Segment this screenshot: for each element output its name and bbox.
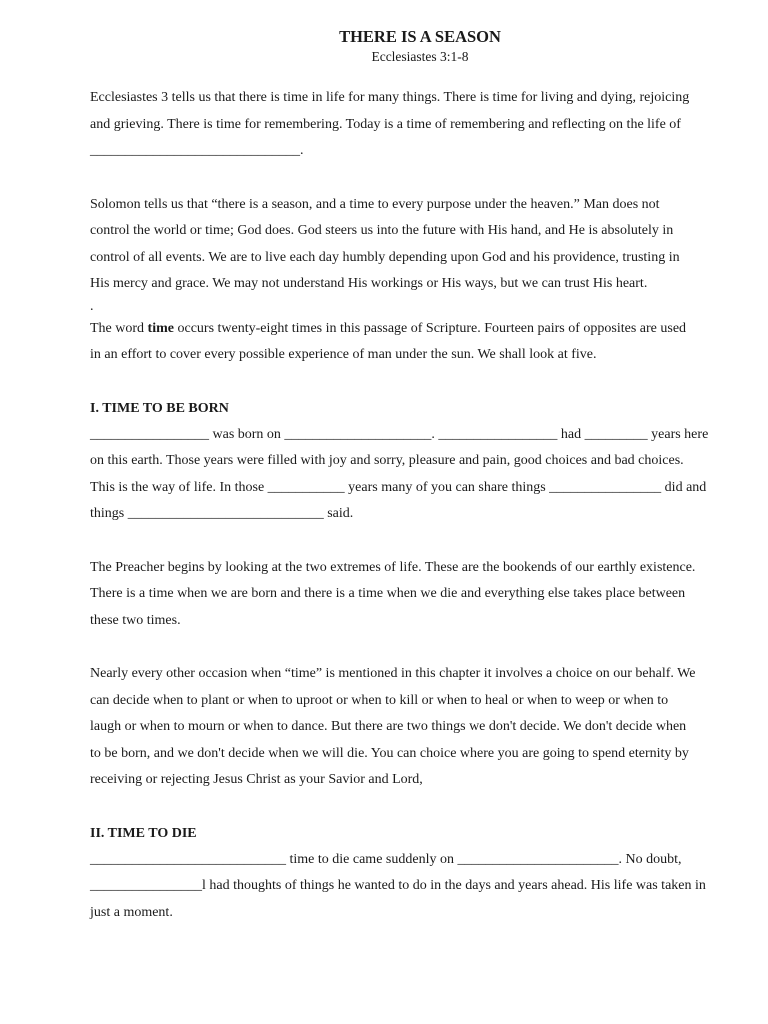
solomon-paragraph [90,192,750,298]
solomon-line-2: control the world or time; God does. God steers us into the future with His hand, and He is absolutely in [90,223,674,238]
section-heading-born: I. TIME TO BE BORN [90,400,229,416]
nearly-line-5: receiving or rejecting Jesus Christ as your Savior and Lord, [90,772,423,787]
word-time-paragraph [90,316,750,369]
section-born-line-3: This is the way of life. In those ___________ years many of you can share things ________________ did and [90,479,707,495]
nearly-line-3: laugh or when to mourn or when to dance. But there are two things we don't decide. We don't decide when [90,719,687,734]
nearly-line-2: can decide when to plant or when to uproot or when to kill or when to heal or when to weep or when to [90,692,669,708]
word-time-line-2: in an effort to cover every possible experience of man under the sun. We shall look at five. [90,347,597,362]
spacer [90,165,750,192]
section-die-line-3: just a moment. [90,904,173,920]
section-born-line-2: on this earth. Those years were filled with joy and sorry, pleasure and pain, good choices and bad choices. [90,453,684,468]
section-die-line-1: ____________________________ time to die came suddenly on _______________________. No doubt, [90,851,682,867]
preacher-line-2: There is a time when we are born and there is a time when we die and everything else takes place between [90,586,686,601]
document-page [90,26,750,926]
intro-line-1: Ecclesiastes 3 tells us that there is time in life for many things. There is time for living and dying, rejoicing [90,90,690,105]
preacher-line-1: The Preacher begins by looking at the two extremes of life. These are the bookends of our earthly existence. [90,559,696,575]
document-title: THERE IS A SEASON [339,27,501,46]
spacer [90,634,750,661]
intro-line-2: and grieving. There is time for remembering. Today is a time of remembering and reflecting on the life of [90,116,681,132]
word-time-post: occurs twenty-eight times in this passage of Scripture. Fourteen pairs of opposites are used [173,320,687,336]
intro-paragraph [90,85,750,165]
spacer [90,794,750,821]
section-born-line-1: _________________ was born on _____________________. _________________ had _________ years here [90,426,709,442]
preacher-line-3: these two times. [90,612,181,628]
solomon-line-3: control of all events. We are to live each day humbly depending upon God and his providence, trusting in [90,249,680,265]
section-heading-die: II. TIME TO DIE [90,825,197,841]
nearly-paragraph [90,661,750,794]
solomon-line-1: Solomon tells us that “there is a season, and a time to every purpose under the heaven.” Man does not [90,196,660,212]
document-subtitle: Ecclesiastes 3:1-8 [371,49,469,64]
word-time-line-1 [90,316,750,343]
solomon-line-4: His mercy and grace. We may not understand His workings or His ways, but we can trust His heart. [90,276,648,291]
spacer [90,369,750,396]
word-time-bold: time [147,320,174,336]
section-born-line-4: things ____________________________ said. [90,506,354,521]
word-time-pre: The word [90,320,148,336]
spacer [90,528,750,555]
section-die [90,821,750,927]
intro-line-3: ______________________________. [90,143,304,158]
nearly-line-1: Nearly every other occasion when “time” is mentioned in this chapter it involves a choice on our behalf. We [90,666,696,681]
section-die-line-2: ________________l had thoughts of things he wanted to do in the days and years ahead. His life was taken in [90,878,706,893]
preacher-paragraph [90,555,750,635]
stray-mark: . [90,298,94,314]
nearly-line-4: to be born, and we don't decide when we will die. You can choice where you are going to spend eternity by [90,745,689,761]
section-born [90,396,750,528]
